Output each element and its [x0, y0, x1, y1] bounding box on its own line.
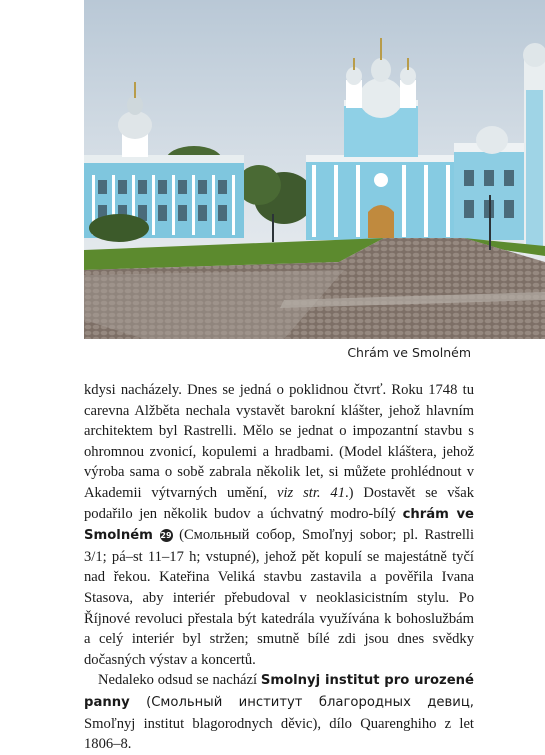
cathedral-photo — [84, 0, 545, 339]
map-number-badge: 29 — [160, 531, 172, 541]
paragraph-smolny-institute — [84, 670, 474, 754]
text-run: (Смольный собор, Smoľnyj sobor; pl. Rastrelli 3/1; pá–st 11–17 h; vstupné), jehož pět kopulí se majestátně tyčí nad řekou. Kateřina Veliká stavbu zastavila a pověřila Ivana Stasova, aby interiér přebudoval v neoklasicistním stylu. Po Říjnové revoluci přestala být katedrála využívána k bohoslužbám a celý interiér byl stržen; smutně bílé zdi jsou dnes svědky dočasných výstav a koncertů. — [84, 527, 474, 668]
page-reference: viz str. 41 — [277, 484, 346, 501]
text-run: Smoľnyj institut blagorodnych děvic), dílo Quarenghiho z let 1806–8. — [84, 715, 474, 753]
text-run: kdysi nacházely. Dnes se jedná o poklidnou čtvrť. Roku 1748 tu carevna Alžběta nechala vystavět barokní klášter, jehož hlavním architektem byl Rastrelli. Mělo se jednat o impozantní stavbu s ohromnou zvonicí, kopulemi a hradbami. (Model kláštera, jehož výroba sama o sobě zabrala několik let, si můžete prohlédnout v Akademii výtvarných umění, — [84, 382, 474, 501]
highlight-smolny-institute: Smolnyj institut pro urozené panny — [84, 673, 474, 710]
article-body — [84, 380, 474, 755]
text-run: .) Dostavět se však podařilo jen několik budov a úchvatný modro-bílý — [84, 484, 474, 522]
figure-caption: Chrám ve Smolném — [347, 345, 471, 360]
text-run: Nedaleko odsud se nachází — [98, 672, 261, 689]
paragraph-smolny-convent — [84, 380, 474, 670]
russian-name: (Смольный институт благородных девиц, — [129, 694, 474, 710]
highlight-smolny-cathedral: chrám ve Smolném — [84, 506, 474, 544]
